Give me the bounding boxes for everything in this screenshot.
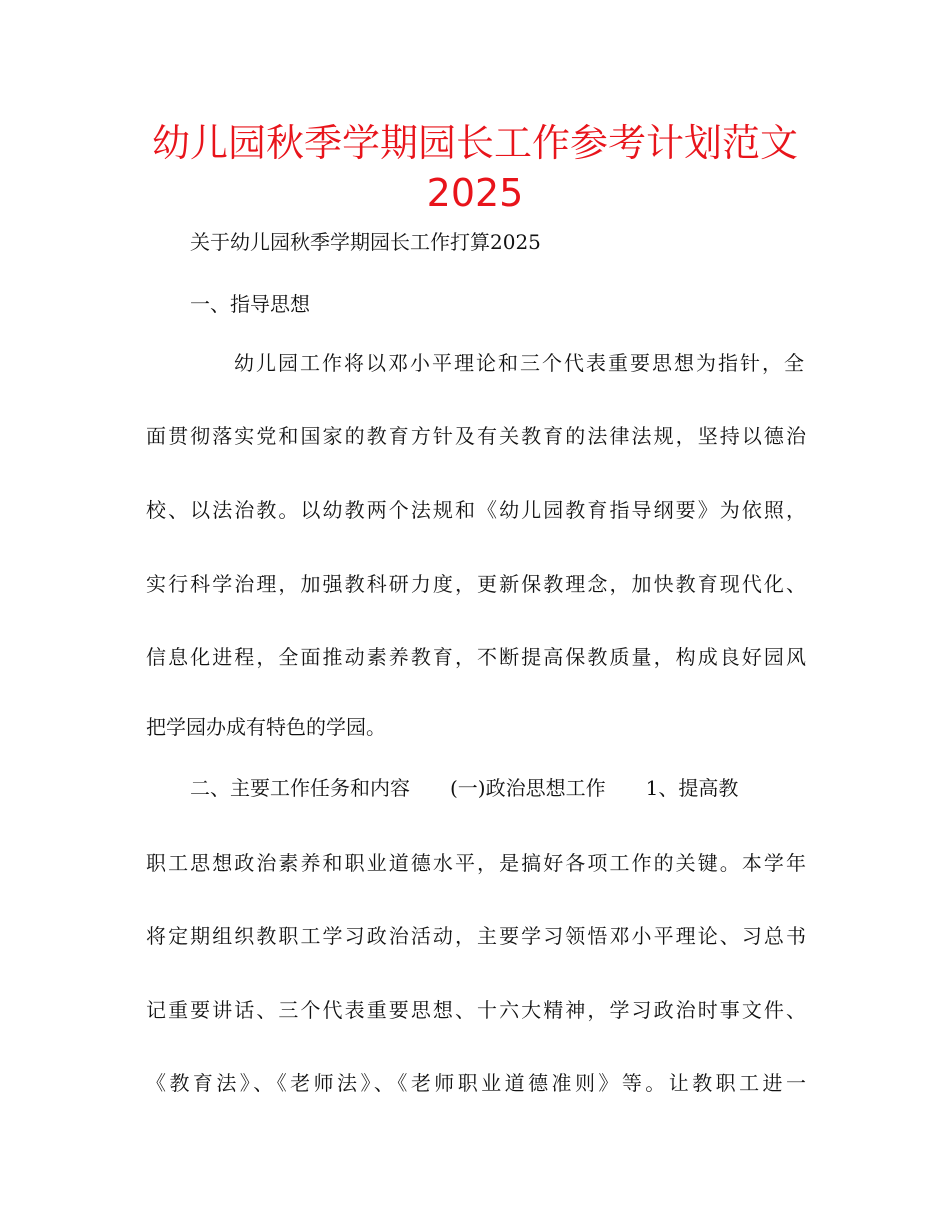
section-heading-main-tasks: 二、主要工作任务和内容 (一)政治思想工作 1、提高教 (190, 776, 739, 800)
paragraph-line: 记重要讲话、三个代表重要思想、十六大精神，学习政治时事文件、 (146, 998, 806, 1022)
paragraph-line: 把学园办成有特色的学园。 (146, 715, 386, 739)
subtitle: 关于幼儿园秋季学期园长工作打算2025 (190, 230, 541, 254)
title-line-1: 幼儿园秋季学期园长工作参考计划范文 (151, 121, 798, 165)
paragraph-line: 实行科学治理，加强教科研力度，更新保教理念，加快教育现代化、 (146, 572, 806, 596)
document-title (100, 118, 850, 218)
paragraph-line: 面贯彻落实党和国家的教育方针及有关教育的法律法规，坚持以德治 (146, 424, 806, 448)
paragraph-line: 职工思想政治素养和职业道德水平，是搞好各项工作的关键。本学年 (146, 851, 806, 875)
section-heading-guiding-thought: 一、指导思想 (190, 292, 310, 316)
paragraph-line: 幼儿园工作将以邓小平理论和三个代表重要思想为指针，全 (234, 351, 804, 375)
title-line-2: 2025 (426, 171, 524, 215)
paragraph-line: 信息化进程，全面推动素养教育，不断提高保教质量，构成良好园风 (146, 645, 806, 669)
paragraph-line: 《教育法》、《老师法》、《老师职业道德准则》等。让教职工进一 (146, 1071, 806, 1095)
paragraph-line: 将定期组织教职工学习政治活动，主要学习领悟邓小平理论、习总书 (146, 924, 806, 948)
paragraph-line: 校、以法治教。以幼教两个法规和《幼儿园教育指导纲要》为依照， (146, 498, 806, 522)
